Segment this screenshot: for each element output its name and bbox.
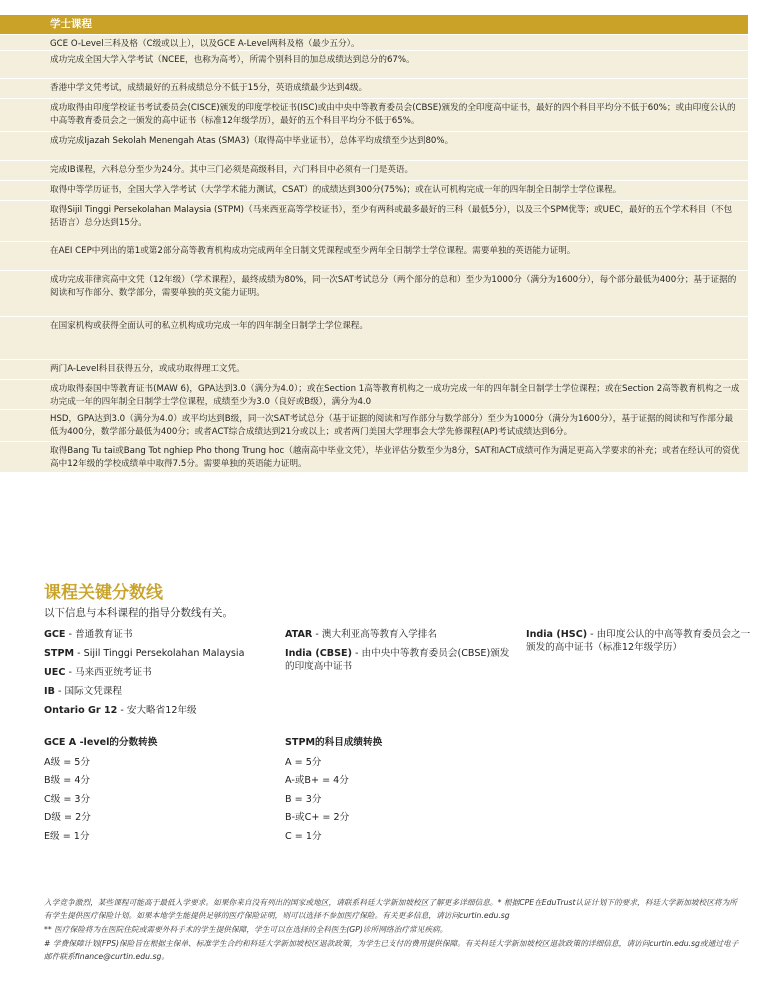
section-title: 课程关键分数线 [44, 583, 163, 603]
legend-abbr: IB [44, 686, 55, 697]
table-row: GCE O-Level三科及格（C级或以上），以及GCE A-Level两科及格（最少五分）。 [0, 35, 748, 50]
gce-conversion-item: B级 = 4分 [44, 775, 91, 786]
table-row: 成功取得泰国中等教育证书(MAW 6)，GPA达到3.0（满分为4.0）；或在Section 1高等教育机构之一成功完成一年的四年制全日制学士学位课程；或在Section 2高等教育机构之一成功完成一年的四年制全日制学士学位课程，成绩至少为3.0（良好或B级），满分为4.0 [0, 380, 748, 409]
legend-desc: - 由印度公认的中高等教育委员会之一颁发的高中证书（标准12年级学历） [526, 629, 751, 653]
legend-abbr: ATAR [285, 629, 313, 640]
legend-desc: - Sijil Tinggi Persekolahan Malaysia [74, 648, 245, 659]
legend-item [44, 647, 269, 660]
footnote: ** 医疗保险将为在医院住院或需要外科手术的学生提供保障，学生可以在选择的全科医生(GP)诊所网络治疗常见疾病。 [44, 925, 448, 934]
legend-column-3 [526, 628, 751, 660]
legend-abbr: India (HSC) [526, 629, 588, 640]
table-header: 学士课程 [0, 15, 748, 34]
table-row: 在国家机构或获得全面认可的私立机构成功完成一年的四年制全日制学士学位课程。 [0, 317, 748, 359]
stpm-conversion-item: A-或B+ = 4分 [285, 775, 349, 786]
stpm-conversion [285, 734, 382, 846]
footnotes [44, 896, 744, 964]
table-row: 香港中学文凭考试，成绩最好的五科成绩总分不低于15分，英语成绩最少达到4级。 [0, 79, 748, 98]
legend-item [285, 647, 510, 673]
legend-abbr: STPM [44, 648, 75, 659]
legend-desc: - 安大略省12年级 [117, 705, 197, 716]
legend-item [44, 628, 269, 641]
legend-item [44, 666, 269, 679]
stpm-conversion-title: STPM的科目成绩转换 [285, 737, 383, 748]
admission-table [0, 15, 748, 472]
legend-abbr: UEC [44, 667, 66, 678]
table-row: 成功完成全国大学入学考试（NCEE，也称为高考），所需个别科目的加总成绩达到总分的67%。 [0, 51, 748, 78]
gce-conversion-item: C级 = 3分 [44, 793, 91, 805]
stpm-conversion-item: A = 5分 [285, 756, 322, 768]
legend-desc: - 由中央中等教育委员会(CBSE)颁发的印度高中证书 [285, 648, 510, 672]
legend-column-2 [285, 628, 510, 679]
legend-item [44, 704, 269, 717]
table-row: HSD，GPA达到3.0（满分为4.0）或平均达到B级，同一次SAT考试总分（基于证据的阅读和写作部分与数学部分）至少为1000分（满分为1600分），基于证据的阅读和写作部分最低为400分，数学部分最低为400分；或者ACT综合成绩达到21分或以上；或者两门美国大学理事会大学先修课程(AP)考试成绩达到6分。 [0, 410, 748, 441]
stpm-conversion-item: C = 1分 [285, 830, 322, 842]
table-row: 成功完成菲律宾高中文凭（12年级）（学术课程），最终成绩为80%，同一次SAT考试总分（两个部分的总和）至少为1000分（满分为1600分），每个部分最低为400分；基于证据的阅读和写作部分、数学部分，需要单独的英文能力证明。 [0, 271, 748, 316]
table-row: 成功完成Ijazah Sekolah Menengah Atas (SMA3)（取得高中毕业证书），总体平均成绩至少达到80%。 [0, 132, 748, 160]
gce-conversion-item: A级 = 5分 [44, 756, 90, 768]
stpm-conversion-item: B-或C+ = 2分 [285, 812, 350, 823]
legend-item [526, 628, 751, 654]
legend-desc: - 澳大利亚高等教育入学排名 [312, 629, 437, 640]
gce-conversion-item: E级 = 1分 [44, 830, 90, 842]
footnote: 入学竞争激烈，某些课程可能高于最低入学要求。如果你来自没有列出的国家或地区，请联系科廷大学新加坡校区了解更多详细信息。* 根据CPE在EduTrust认证计划下的要求，科廷大学新加坡校区将为所有学生提供医疗保险计划。如果本地学生能提供足够的医疗保险证明，则可以选择不参加医疗保险。有关更多信息，请访问curtin.edu.sg [44, 898, 737, 920]
legend-item [285, 628, 510, 641]
gce-conversion-item: D级 = 2分 [44, 812, 91, 823]
table-row: 在AEI CEP中列出的第1或第2部分高等教育机构成功完成两年全日制文凭课程或至少两年全日制学士学位课程。需要单独的英语能力证明。 [0, 242, 748, 270]
table-row: 取得中等学历证书，全国大学入学考试（大学学术能力测试，CSAT）的成绩达到300分(75%)；或在认可机构完成一年的四年制全日制学士学位课程。 [0, 181, 748, 200]
table-row: 完成IB课程，六科总分至少为24分。其中三门必须是高级科目，六门科目中必须有一门是英语。 [0, 161, 748, 180]
section-intro: 以下信息与本科课程的指导分数线有关。 [44, 607, 233, 619]
legend-abbr: Ontario Gr 12 [44, 705, 118, 716]
legend-abbr: GCE [44, 629, 66, 640]
legend-desc: - 普通教育证书 [65, 629, 133, 640]
footnote: # 学费保障计划(FPS)保险旨在根据主保单、标准学生合约和科廷大学新加坡校区退款政策，为学生已支付的费用提供保障。有关科廷大学新加坡校区退款政策的详细信息，请访问curtin.edu.sg或通过电子邮件联系finance@curtin.edu.sg。 [44, 939, 739, 961]
table-row: 取得Sijil Tinggi Persekolahan Malaysia (STPM)（马来西亚高等学校证书），至少有两科或最多最好的三科（最低5分），以及三个SPM优等；或UEC，最好的五个学术科目（不包括语言）总分达到15分。 [0, 201, 748, 241]
table-row: 取得Bang Tu tai或Bang Tot nghiep Pho thong Trung hoc（越南高中毕业文凭），毕业评估分数至少为8分，SAT和ACT成绩可作为满足更高入学要求的补充；或者在经认可的资优高中12年级的学校成绩单中取得7.5分。需要单独的英语能力证明。 [0, 442, 748, 472]
legend-column-1 [44, 628, 269, 723]
legend-item [44, 685, 269, 698]
gce-conversion-title: GCE A -level的分数转换 [44, 737, 158, 748]
stpm-conversion-item: B = 3分 [285, 793, 322, 805]
table-row: 成功取得由印度学校证书考试委员会(CISCE)颁发的印度学校证书(ISC)或由中央中等教育委员会(CBSE)颁发的全印度高中证书，最好的四个科目平均分不低于60%；或由印度公认的中高等教育委员会之一颁发的高中证书（标准12年级学历），最好的五个科目平均分不低于65%。 [0, 99, 748, 131]
legend-abbr: India (CBSE) [285, 648, 352, 659]
gce-conversion [44, 734, 157, 846]
legend-desc: - 马来西亚统考证书 [65, 667, 152, 678]
legend-desc: - 国际文凭课程 [54, 686, 123, 697]
table-row: 两门A-Level科目获得五分，或成功取得理工文凭。 [0, 360, 748, 379]
